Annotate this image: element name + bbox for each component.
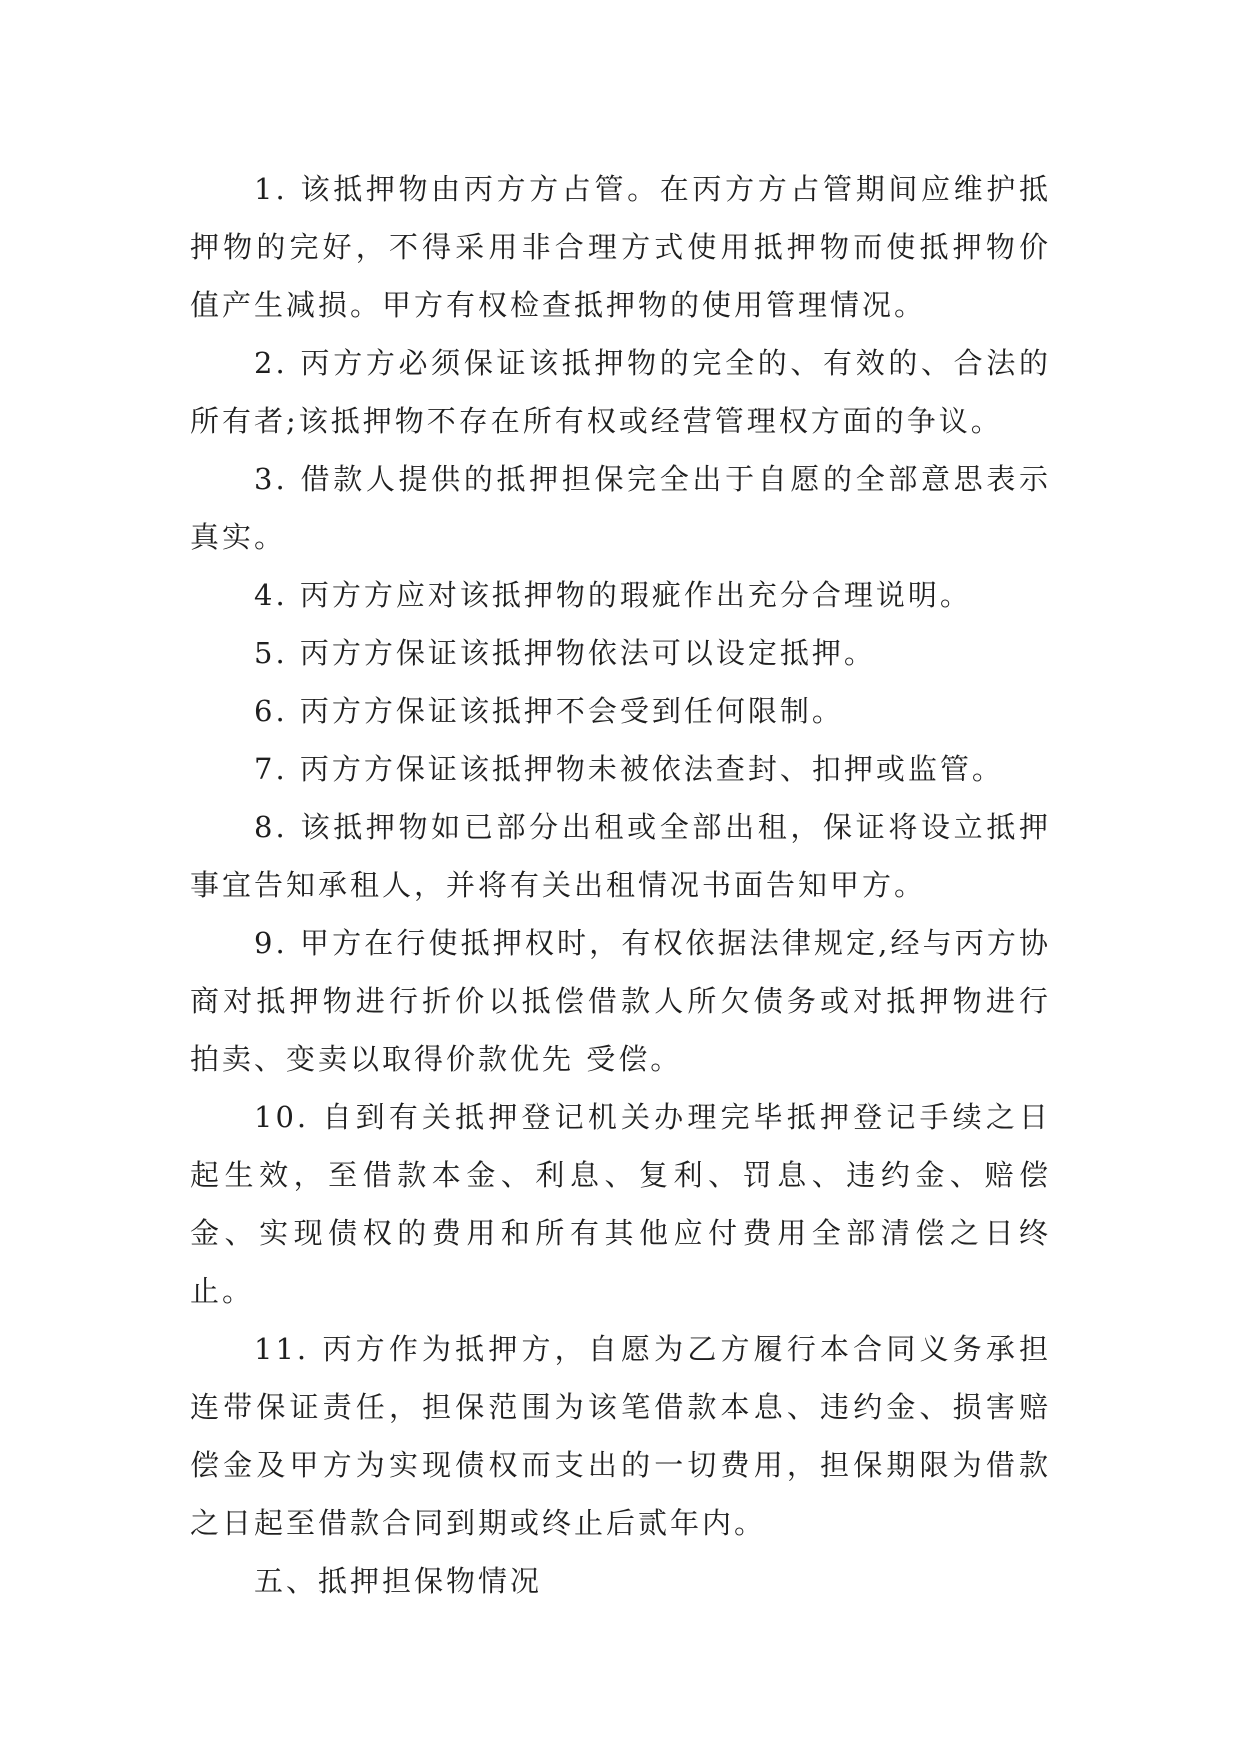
clause-10: 10. 自到有关抵押登记机关办理完毕抵押登记手续之日起生效，至借款本金、利息、复利、罚息、违约金、赔偿金、实现债权的费用和所有其他应付费用全部清偿之日终止。 [190,1100,1051,1308]
clause-9: 9. 甲方在行使抵押权时，有权依据法律规定,经与丙方协商对抵押物进行折价以抵偿借款人所欠债务或对抵押物进行拍卖、变卖以取得价款优先 受偿。 [190,926,1051,1076]
clause-3: 3. 借款人提供的抵押担保完全出于自愿的全部意思表示真实。 [190,462,1051,554]
section-heading: 五、抵押担保物情况 [254,1564,543,1598]
clause-5: 5. 丙方方保证该抵押物依法可以设定抵押。 [254,636,876,670]
clause-7: 7. 丙方方保证该抵押物未被依法查封、扣押或监管。 [254,752,1004,786]
clause-4: 4. 丙方方应对该抵押物的瑕疵作出充分合理说明。 [254,578,972,612]
clause-8: 8. 该抵押物如已部分出租或全部出租，保证将设立抵押事宜告知承租人，并将有关出租情况书面告知甲方。 [190,810,1051,902]
clause-11: 11. 丙方作为抵押方，自愿为乙方履行本合同义务承担连带保证责任，担保范围为该笔借款本息、违约金、损害赔偿金及甲方为实现债权而支出的一切费用，担保期限为借款之日起至借款合同到期或终止后贰年内。 [190,1332,1051,1540]
clause-1: 1. 该抵押物由丙方方占管。在丙方方占管期间应维护抵押物的完好，不得采用非合理方式使用抵押物而使抵押物价值产生减损。甲方有权检查抵押物的使用管理情况。 [190,172,1051,322]
clause-6: 6. 丙方方保证该抵押不会受到任何限制。 [254,694,844,728]
document-page [190,160,1051,1610]
clause-2: 2. 丙方方必须保证该抵押物的完全的、有效的、合法的所有者;该抵押物不存在所有权或经营管理权方面的争议。 [190,346,1051,438]
